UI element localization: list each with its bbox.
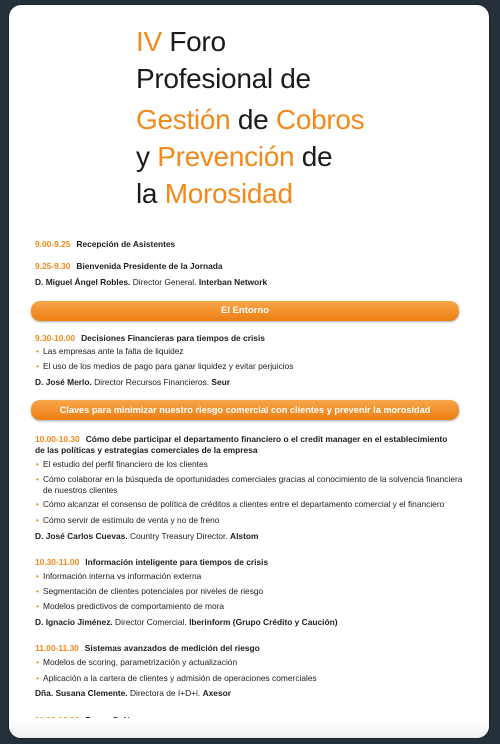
agenda-item-reception <box>35 239 175 249</box>
event-title <box>136 23 364 212</box>
title-cobros: Cobros <box>275 104 365 135</box>
title-roman: IV <box>136 26 162 57</box>
agenda-item-systems <box>35 643 260 653</box>
title-de: de <box>230 104 276 135</box>
speaker-name: D. José Merlo. <box>35 377 92 387</box>
agenda-item-role <box>35 434 455 456</box>
speaker-role: Director Recursos Financieros. <box>91 377 212 387</box>
title-foro: Foro <box>161 26 226 57</box>
title-de2: de <box>294 141 333 172</box>
speaker-name: D. Miguel Ángel Robles. <box>35 277 131 287</box>
agenda-item-decisions <box>35 333 265 343</box>
agenda-item-welcome <box>35 261 223 271</box>
session-title: Bienvenida Presidente de la Jornada <box>76 261 223 271</box>
bullet-item: • Aplicación a la cartera de clientes y admisión de operaciones comerciales <box>35 673 475 684</box>
bullet-item: • Cómo servir de estímulo de venta y no de freno <box>35 515 475 526</box>
speaker-role: Directora de I+D+i. <box>127 688 203 698</box>
speaker-line <box>35 531 258 541</box>
time-label: 9.00-9.25 <box>35 239 71 249</box>
agenda-item-intel <box>35 557 268 567</box>
speaker-role: Country Treasury Director. <box>127 531 231 541</box>
session-title: Decisiones Financieras para tiempos de crisis <box>81 333 265 343</box>
title-la: la <box>136 178 165 209</box>
bullet-item: • El uso de los medios de pago para ganar liquidez y evitar perjuicios <box>35 361 475 372</box>
speaker-company: Seur <box>211 377 231 387</box>
bullet-item: • Las empresas ante la falta de liquidez <box>35 346 475 357</box>
bullet-item: • El estudio del perfil financiero de los clientes <box>35 459 475 470</box>
section-bar-entorno: El Entorno <box>31 301 459 321</box>
time-label: 10.30-11.00 <box>35 557 80 567</box>
session-title: Información inteligente para tiempos de crisis <box>85 557 269 567</box>
bullet-item: • Modelos predictivos de comportamiento de mora <box>35 601 475 612</box>
speaker-role: Director Comercial. <box>112 617 190 627</box>
speaker-company: Iberinform (Grupo Crédito y Caución) <box>189 617 338 627</box>
bullet-item: • Segmentación de clientes potenciales por niveles de riesgo <box>35 586 475 597</box>
speaker-line <box>35 277 267 287</box>
bullet-item: • Modelos de scoring, parametrización y actualización <box>35 657 475 668</box>
time-label: 11.00-11.30 <box>35 643 79 653</box>
speaker-company: Interban Network <box>198 277 268 287</box>
bullet-item: • Cómo colaborar en la búsqueda de oportunidades comerciales gracias al conocimiento de la solvencia financiera de nuestros clientes <box>35 474 475 496</box>
session-title: Cómo debe participar el departamento financiero o el credit manager en el establecimiento de las políticas y estrategias comerciales de la empresa <box>35 434 448 455</box>
speaker-line <box>35 377 230 387</box>
speaker-line <box>35 617 338 627</box>
title-line2: Profesional de <box>136 63 311 94</box>
bullet-item: • Cómo alcanzar el consenso de política de créditos a clientes entre el departamento comercial y el financiero <box>35 499 475 510</box>
section-bar-claves: Claves para minimizar nuestro riesgo comercial con clientes y prevenir la morosidad <box>31 400 459 420</box>
session-title: Recepción de Asistentes <box>76 239 176 249</box>
time-label: 10.00-10.30 <box>35 434 80 444</box>
title-gestion: Gestión <box>136 104 231 135</box>
title-y: y <box>136 141 158 172</box>
sheet-footer-fade <box>9 718 489 738</box>
bullet-item: • Información interna vs información externa <box>35 571 475 582</box>
speaker-name: Dña. Susana Clemente. <box>35 688 128 698</box>
speaker-role: Director General. <box>130 277 199 287</box>
speaker-company: Axesor <box>202 688 231 698</box>
time-label: 9.25-9.30 <box>35 261 71 271</box>
title-prevencion: Prevención <box>157 141 295 172</box>
speaker-line <box>35 688 231 698</box>
speaker-name: D. José Carlos Cuevas. <box>35 531 128 541</box>
speaker-name: D. Ignacio Jiménez. <box>35 617 113 627</box>
program-sheet <box>9 5 489 738</box>
speaker-company: Alstom <box>230 531 259 541</box>
time-label: 9.30-10.00 <box>35 333 76 343</box>
session-title: Sistemas avanzados de medición del riesgo <box>84 643 260 653</box>
title-morosidad: Morosidad <box>164 178 293 209</box>
